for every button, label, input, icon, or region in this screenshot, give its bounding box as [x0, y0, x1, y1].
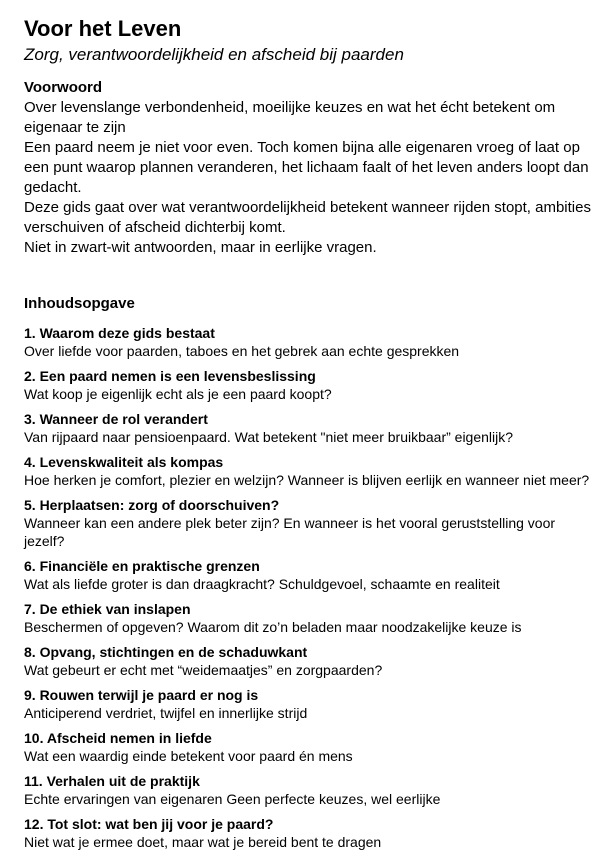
toc-item-description: Van rijpaard naar pensioenpaard. Wat betekent "niet meer bruikbaar” eigenlijk? [24, 429, 514, 445]
foreword-paragraph: Deze gids gaat over wat verantwoordelijkheid betekent wanneer rijden stopt, ambities verschuiven of afscheid dichterbij komt. [24, 199, 591, 236]
toc-item [24, 686, 592, 722]
toc-item-description: Wat gebeurt er echt met “weidemaatjes” en zorgpaarden? [24, 662, 383, 678]
foreword-paragraph: Over levenslange verbondenheid, moeilijke keuzes en wat het écht betekent om eigenaar te zijn [24, 99, 556, 136]
toc-item [24, 772, 592, 808]
toc-item-description: Wat als liefde groter is dan draagkracht? Schuldgevoel, schaamte en realiteit [24, 576, 500, 592]
toc-item-title: 4. Levenskwaliteit als kompas [24, 454, 224, 470]
toc-item-description: Wat een waardig einde betekent voor paard én mens [24, 748, 353, 764]
toc-item [24, 643, 592, 679]
page-title: Voor het Leven [24, 16, 182, 41]
toc-item-description: Anticiperend verdriet, twijfel en innerlijke strijd [24, 705, 308, 721]
toc-item [24, 367, 592, 403]
toc-item-description: Echte ervaringen van eigenaren Geen perfecte keuzes, wel eerlijke [24, 791, 441, 807]
toc-item-title: 5. Herplaatsen: zorg of doorschuiven? [24, 497, 280, 513]
toc-item-description: Over liefde voor paarden, taboes en het gebrek aan echte gesprekken [24, 343, 460, 359]
toc-item [24, 453, 592, 489]
foreword-section [24, 78, 592, 258]
toc-item [24, 557, 592, 593]
toc-item-description: Niet wat je ermee doet, maar wat je bereid bent te dragen [24, 834, 382, 850]
toc-item [24, 496, 592, 550]
toc-item-title: 3. Wanneer de rol verandert [24, 411, 208, 427]
page-subtitle: Zorg, verantwoordelijkheid en afscheid bij paarden [24, 45, 404, 64]
toc-item-title: 6. Financiële en praktische grenzen [24, 558, 260, 574]
toc-item [24, 600, 592, 636]
toc-item-description: Wanneer kan een andere plek beter zijn? En wanneer is het vooral geruststelling voor jezelf? [24, 515, 556, 549]
toc-item [24, 410, 592, 446]
toc-item-description: Wat koop je eigenlijk echt als je een paard koopt? [24, 386, 332, 402]
foreword-paragraph: Niet in zwart-wit antwoorden, maar in eerlijke vragen. [24, 239, 377, 256]
toc-item [24, 729, 592, 765]
toc-item-title: 8. Opvang, stichtingen en de schaduwkant [24, 644, 308, 660]
toc-item [24, 324, 592, 360]
toc-item-title: 2. Een paard nemen is een levensbeslissing [24, 368, 316, 384]
toc-heading: Inhoudsopgave [24, 295, 135, 312]
toc-item-description: Hoe herken je comfort, plezier en welzijn? Wanneer is blijven eerlijk en wanneer niet meer? [24, 472, 590, 488]
toc-item-title: 9. Rouwen terwijl je paard er nog is [24, 687, 259, 703]
toc-item-description: Beschermen of opgeven? Waarom dit zo’n beladen maar noodzakelijke keuze is [24, 619, 522, 635]
toc-item-title: 11. Verhalen uit de praktijk [24, 773, 200, 789]
toc-item-title: 7. De ethiek van inslapen [24, 601, 191, 617]
toc-item-title: 1. Waarom deze gids bestaat [24, 325, 215, 341]
toc-item-title: 12. Tot slot: wat ben jij voor je paard? [24, 816, 274, 832]
toc-section [24, 294, 592, 851]
foreword-heading: Voorwoord [24, 79, 103, 96]
foreword-paragraph: Een paard neem je niet voor even. Toch komen bijna alle eigenaren vroeg of laat op een punt waarop plannen veranderen, het lichaam faalt of het leven anders loopt dan gedacht. [24, 139, 589, 196]
toc-item [24, 815, 592, 851]
document-page [24, 16, 592, 851]
toc-item-title: 10. Afscheid nemen in liefde [24, 730, 212, 746]
